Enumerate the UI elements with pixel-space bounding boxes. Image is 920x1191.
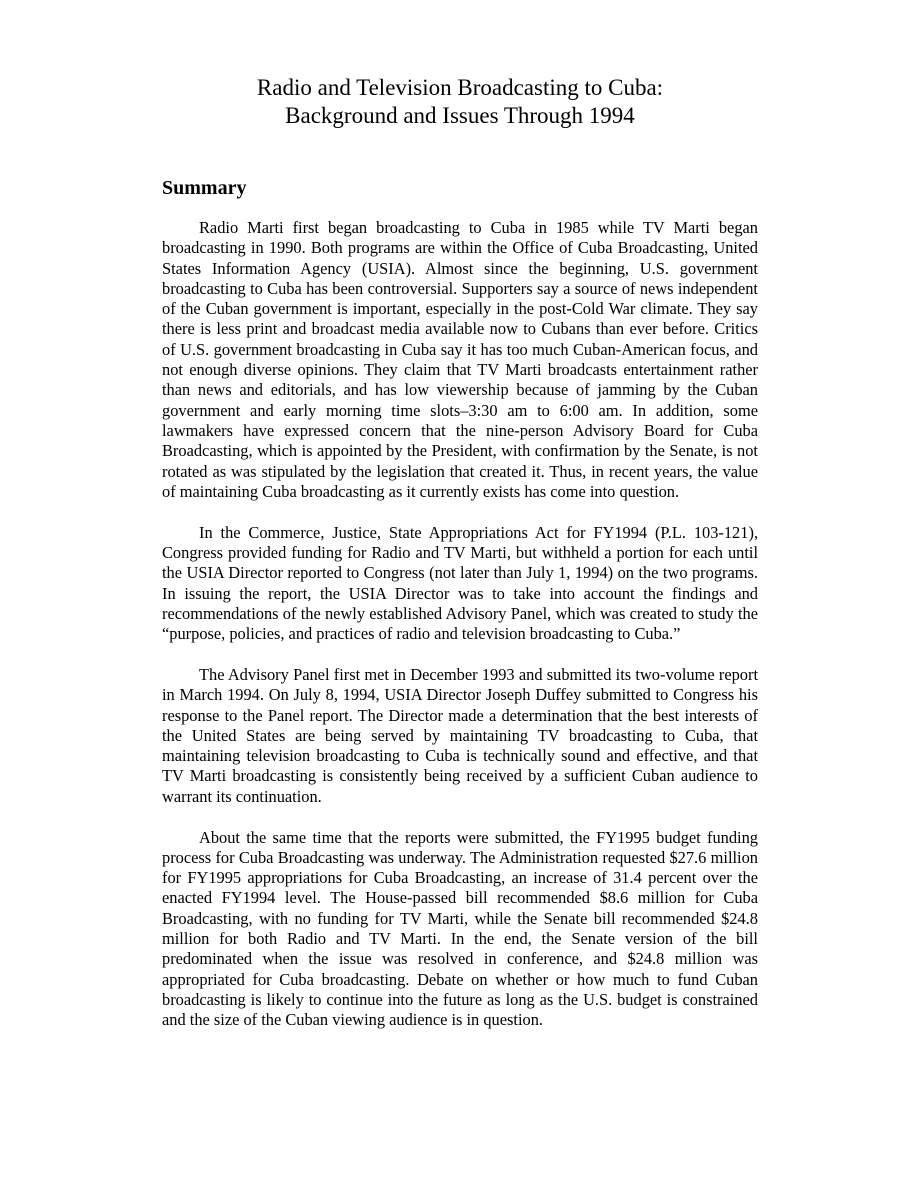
summary-paragraph-1: Radio Marti first began broadcasting to Cuba in 1985 while TV Marti began broadcasting in 1990. Both programs are within the Office of Cuba Broadcasting, United States Information Agency (USIA). Almost since the beginning, U.S. government broadcasting to Cuba has been controversial. Supporters say a source of news independent of the Cuban government is important, especially in the post-Cold War climate. They say there is less print and broadcast media available now to Cubans than ever before. Critics of U.S. government broadcasting in Cuba say it has too much Cuban-American focus, and not enough diverse opinions. They claim that TV Marti broadcasts entertainment rather than news and editorials, and has low viewership because of jamming by the Cuban government and early morning time slots–3:30 am to 6:00 am. In addition, some lawmakers have expressed concern that the nine-person Advisory Board for Cuba Broadcasting, which is appointed by the President, with confirmation by the Senate, is not rotated as was stipulated by the legislation that created it. Thus, in recent years, the value of maintaining Cuba broadcasting as it currently exists has come into question. [162, 218, 758, 501]
summary-paragraph-3: The Advisory Panel first met in December 1993 and submitted its two-volume report in March 1994. On July 8, 1994, USIA Director Joseph Duffey submitted to Congress his response to the Panel report. The Director made a determination that the best interests of the United States are being served by maintaining TV broadcasting to Cuba, that maintaining television broadcasting to Cuba is technically sound and effective, and that TV Marti broadcasting is consistently being received by a sufficient Cuban audience to warrant its continuation. [162, 664, 758, 806]
document-page [162, 74, 758, 1030]
title-line-2: Background and Issues Through 1994 [285, 103, 635, 128]
title-line-1: Radio and Television Broadcasting to Cuba: [256, 75, 664, 100]
section-heading-summary: Summary [162, 177, 247, 199]
document-title [162, 74, 758, 130]
summary-paragraph-4: About the same time that the reports were submitted, the FY1995 budget funding process for Cuba Broadcasting was underway. The Administration requested $27.6 million for FY1995 appropriations for Cuba Broadcasting, an increase of 31.4 percent over the enacted FY1994 level. The House-passed bill recommended $8.6 million for Cuba Broadcasting, with no funding for TV Marti, while the Senate bill recommended $24.8 million for both Radio and TV Marti. In the end, the Senate version of the bill predominated when the issue was resolved in conference, and $24.8 million was appropriated for Cuba broadcasting. Debate on whether or how much to fund Cuban broadcasting is likely to continue into the future as long as the U.S. budget is constrained and the size of the Cuban viewing audience is in question. [162, 827, 758, 1030]
summary-paragraph-2: In the Commerce, Justice, State Appropriations Act for FY1994 (P.L. 103-121), Congress provided funding for Radio and TV Marti, but withheld a portion for each until the USIA Director reported to Congress (not later than July 1, 1994) on the two programs. In issuing the report, the USIA Director was to take into account the findings and recommendations of the newly established Advisory Panel, which was created to study the “purpose, policies, and practices of radio and television broadcasting to Cuba.” [162, 522, 758, 644]
